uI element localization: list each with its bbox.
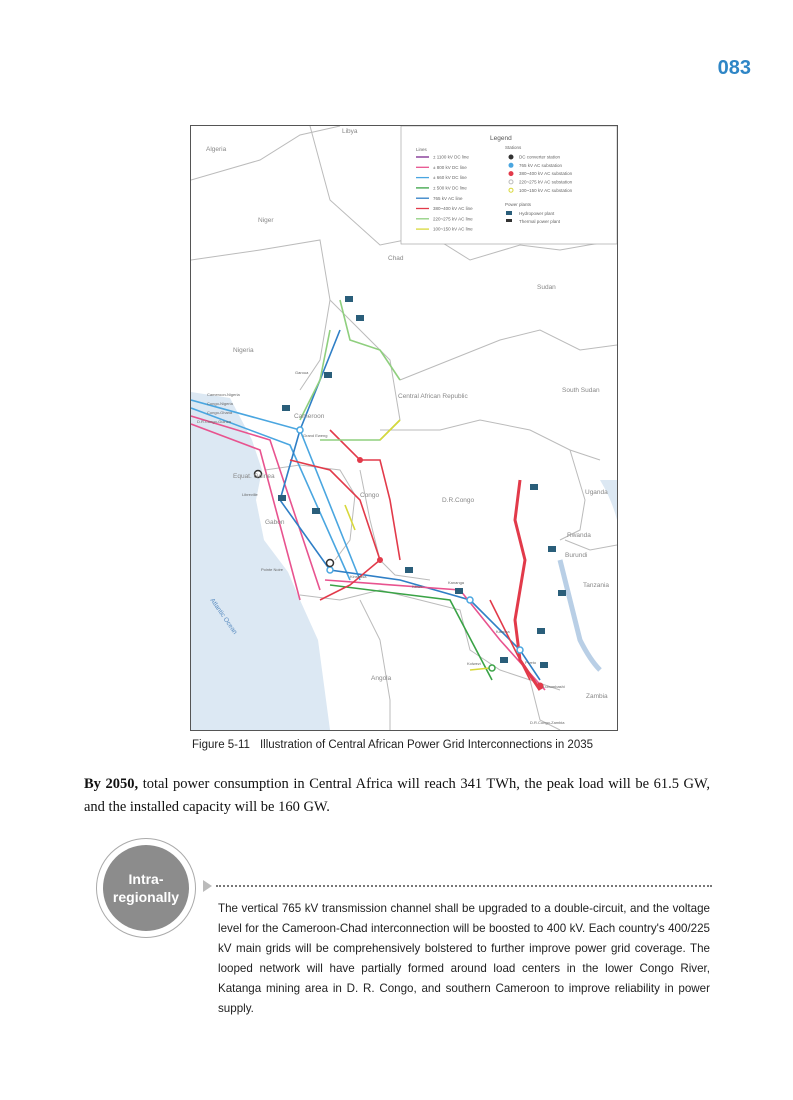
label-uganda: Uganda <box>585 489 608 496</box>
label-place: Lubumbashi <box>543 684 565 689</box>
label-cameroon: Cameroon <box>294 413 325 420</box>
label-south-sudan: South Sudan <box>562 387 600 394</box>
summary-paragraph <box>84 773 710 819</box>
badge-line: Intra- <box>128 871 164 887</box>
label-place: Kinshasa <box>350 574 367 579</box>
label-niger: Niger <box>258 217 274 224</box>
legend-station-icon <box>509 172 513 176</box>
paragraph-text: total power consumption in Central Africa will reach 341 TWh, the peak load will be 61.5 GW, and the installed capacity will be 160 GW. <box>84 776 710 815</box>
label-nigeria: Nigeria <box>233 347 254 354</box>
legend-line-label: 100~150 kV AC line <box>433 226 473 232</box>
dotted-divider <box>216 885 712 887</box>
label-place: Kikwit <box>412 584 423 589</box>
page-number: 083 <box>717 57 751 79</box>
label-place: Kamina <box>496 629 510 634</box>
label-ic: Congo-Nigeria <box>207 401 233 406</box>
legend-title: Legend <box>490 135 512 142</box>
label-car: Central African Republic <box>398 393 468 400</box>
figure-title: Illustration of Central African Power Grid Interconnections in 2035 <box>259 739 594 751</box>
legend-line-label: ± 800 kV DC line <box>433 164 467 170</box>
legend-line-label: ± 500 kV DC line <box>433 185 467 191</box>
legend-lines-title: Lines <box>416 147 427 152</box>
legend-station-icon <box>509 155 513 159</box>
label-tanzania: Tanzania <box>583 582 610 589</box>
label-place: Pweto <box>525 660 537 665</box>
label-place: Garoua <box>295 370 309 375</box>
label-zambia: Zambia <box>586 693 608 700</box>
label-place: Pointe Noire <box>261 567 284 572</box>
label-eq-guinea: Equat. Guinea <box>233 473 275 480</box>
section-body: The vertical 765 kV transmission channel shall be upgraded to a double-circuit, and the voltage level for the Cameroon-Chad interconnection will be boosted to 400 kV. Each country's 400/225 kV main grids will be comprehensively bolstered to further improve power grid coverage. The looped network will have partially formed around load centers in the lower Congo River, Katanga mining area in D. R. Congo, and southern Cameroon to improve reliability in power supply. <box>218 902 710 1015</box>
badge-line: regionally <box>112 889 180 905</box>
label-rwanda: Rwanda <box>567 532 591 539</box>
legend-station-icon <box>509 180 513 184</box>
legend-line-label: ± 1100 kV DC line <box>433 154 469 160</box>
label-burundi: Burundi <box>565 552 588 559</box>
power-grid-map <box>190 125 618 731</box>
legend-station-label: 100~150 kV AC substation <box>519 187 573 193</box>
figure-number: Figure 5-11 <box>192 739 250 751</box>
legend-line-label: 220~275 kV AC line <box>433 216 473 222</box>
legend-station-icon <box>509 188 513 192</box>
label-ocean: Atlantic Ocean <box>208 597 239 636</box>
label-ic: D.R.Congo-Zambia <box>530 720 565 725</box>
label-sudan: Sudan <box>537 284 556 291</box>
label-ic: Congo-Ghana <box>207 410 233 415</box>
lake-tanganyika <box>560 560 600 670</box>
label-ic: D.R.Congo-Guinea <box>197 419 232 424</box>
paragraph-lead: By 2050, <box>84 776 139 792</box>
legend-line-label: ± 660 kV DC line <box>433 175 467 181</box>
legend-station-label: DC converter station <box>519 154 561 160</box>
label-ic: Cameroon-Nigeria <box>207 392 240 397</box>
hydropower-icon <box>506 211 512 215</box>
legend-station-label: 765 kV AC substation <box>519 162 563 168</box>
legend-station-label: 380~400 kV AC substation <box>519 171 573 177</box>
map-svg <box>191 126 617 730</box>
legend-plants-title: Power plants <box>505 202 532 207</box>
thermal-power-icon <box>506 219 512 222</box>
label-algeria: Algeria <box>206 146 227 153</box>
label-chad: Chad <box>388 255 404 262</box>
section-badge <box>103 845 189 931</box>
label-drc: D.R.Congo <box>442 497 475 504</box>
legend-plant-label: Hydropower plant <box>519 211 555 216</box>
legend-station-icon <box>509 163 513 167</box>
legend-station-label: 220~275 kV AC substation <box>519 179 573 185</box>
label-angola: Angola <box>371 675 392 682</box>
label-place: Kolwezi <box>467 661 481 666</box>
legend-line-label: 765 kV AC line <box>433 195 463 201</box>
label-gabon: Gabon <box>265 519 285 526</box>
legend-stations-title: Stations <box>505 145 522 150</box>
label-place: Grand Eweng <box>303 433 328 438</box>
arrow-icon <box>203 880 212 892</box>
ocean <box>191 392 330 730</box>
label-libya: Libya <box>342 128 358 135</box>
legend-plant-label: Thermal power plant <box>519 219 561 224</box>
legend-line-label: 380~400 kV AC line <box>433 206 473 212</box>
label-place: Libreville <box>242 492 258 497</box>
label-place: Kananga <box>448 580 465 585</box>
label-congo: Congo <box>360 492 380 499</box>
figure-caption <box>192 739 593 751</box>
map-legend <box>401 126 617 244</box>
